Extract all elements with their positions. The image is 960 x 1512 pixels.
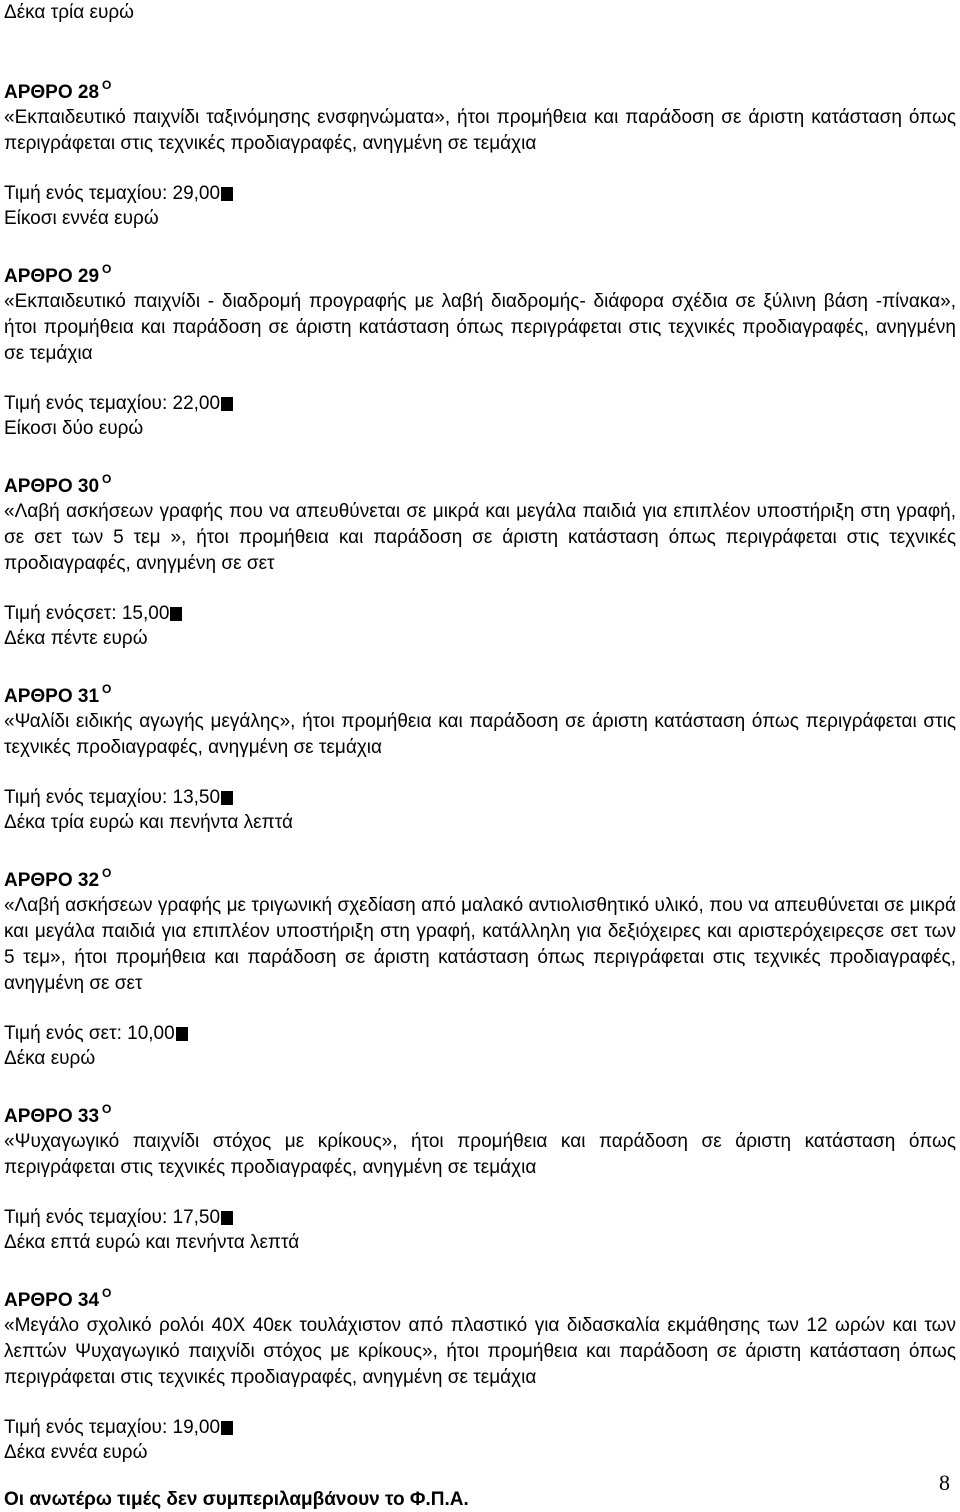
article-price: Τιμή ενός τεμαχίου: 19,00 (4, 1415, 956, 1440)
euro-icon (221, 1211, 233, 1225)
article-heading: ΑΡΘΡΟ 29 $^O$ (4, 262, 112, 287)
article-29 (4, 257, 956, 441)
euro-icon (170, 607, 182, 621)
article-description: «Ψυχαγωγικό παιχνίδι στόχος με κρίκους», ήτοι προμήθεια και παράδοση σε άριστη κατάσταση όπως περιγράφεται στις τεχνικές προδιαγραφές, ανηγμένη σε τεμάχια (4, 1131, 956, 1178)
article-31 (4, 677, 956, 835)
article-heading: ΑΡΘΡΟ 30 $^O$ (4, 472, 112, 497)
page-number: 8 (939, 1470, 950, 1495)
intro-price-words: Δέκα τρία ευρώ (4, 2, 134, 23)
article-heading: ΑΡΘΡΟ 28 $^O$ (4, 78, 112, 103)
article-heading: ΑΡΘΡΟ 32 $^O$ (4, 866, 112, 891)
article-description: «Μεγάλο σχολικό ρολόι 40Χ 40εκ τουλάχιστον από πλαστικό για διδασκαλία εκμάθησης των 12 ωρών και των λεπτών Ψυχαγωγικό παιχνίδι στόχος με κρίκους», ήτοι προμήθεια και παράδοση σε άριστη κατάσταση όπως περιγράφεται στις τεχνικές προδιαγραφές, ανηγμένη σε τεμάχια (4, 1315, 956, 1388)
article-price: Τιμή ενός τεμαχίου: 13,50 (4, 785, 956, 810)
article-description: «Ψαλίδι ειδικής αγωγής μεγάλης», ήτοι προμήθεια και παράδοση σε άριστη κατάσταση όπως περιγράφεται στις τεχνικές προδιαγραφές, ανηγμένη σε τεμάχια (4, 711, 956, 758)
article-price-words: Δέκα ευρώ (4, 1048, 96, 1069)
article-33 (4, 1097, 956, 1255)
euro-icon (221, 187, 233, 201)
article-heading: ΑΡΘΡΟ 34 $^O$ (4, 1286, 112, 1311)
article-price: Τιμή ενός σετ: 10,00 (4, 1021, 956, 1046)
article-price-words: Είκοσι εννέα ευρώ (4, 208, 159, 229)
article-32 (4, 861, 956, 1071)
euro-icon (221, 397, 233, 411)
article-description: «Λαβή ασκήσεων γραφής που να απευθύνεται σε μικρά και μεγάλα παιδιά για επιπλέον υποστήριξη στη γραφή, σε σετ των 5 τεμ », ήτοι προμήθεια και παράδοση σε άριστη κατάσταση όπως περιγράφεται στις τεχνικές προδιαγραφές, ανηγμένη σε σετ (4, 501, 956, 574)
document-page (4, 0, 956, 1512)
euro-icon (176, 1027, 188, 1041)
article-price: Τιμή ενόςσετ: 15,00 (4, 601, 956, 626)
article-description: «Εκπαιδευτικό παιχνίδι ταξινόμησης ενσφηνώματα», ήτοι προμήθεια και παράδοση σε άριστη κατάσταση όπως περιγράφεται στις τεχνικές προδιαγραφές, ανηγμένη σε τεμάχια (4, 107, 956, 154)
euro-icon (221, 791, 233, 805)
article-heading: ΑΡΘΡΟ 31 $^O$ (4, 682, 112, 707)
article-description: «Λαβή ασκήσεων γραφής με τριγωνική σχεδίαση από μαλακό αντιολισθητικό υλικό, που να απευθύνεται σε μικρά και μεγάλα παιδιά για επιπλέον υποστήριξη στη γραφή, κατάλληλη για δεξιόχειρες και αριστερόχειρεςσε σετ των 5 τεμ», ήτοι προμήθεια και παράδοση σε άριστη κατάσταση όπως περιγράφεται στις τεχνικές προδιαγραφές, ανηγμένη σε σετ (4, 895, 956, 994)
euro-icon (221, 1421, 233, 1435)
article-description: «Εκπαιδευτικό παιχνίδι - διαδρομή προγραφής με λαβή διαδρομής- διάφορα σχέδια σε ξύλινη βάση -πίνακα», ήτοι προμήθεια και παράδοση σε άριστη κατάσταση όπως περιγράφεται στις τεχνικές προδιαγραφές, ανηγμένη σε τεμάχια (4, 291, 956, 364)
article-price-words: Δέκα πέντε ευρώ (4, 628, 148, 649)
article-price-words: Δέκα επτά ευρώ και πενήντα λεπτά (4, 1232, 300, 1253)
article-price-words: Δέκα εννέα ευρώ (4, 1442, 148, 1463)
vat-note: Οι ανωτέρω τιμές δεν συμπεριλαμβάνουν το Φ.Π.Α. (4, 1489, 469, 1510)
article-heading: ΑΡΘΡΟ 33 $^O$ (4, 1102, 112, 1127)
article-28 (4, 73, 956, 231)
article-34 (4, 1281, 956, 1465)
article-price: Τιμή ενός τεμαχίου: 22,00 (4, 391, 956, 416)
article-price: Τιμή ενός τεμαχίου: 29,00 (4, 181, 956, 206)
article-price-words: Δέκα τρία ευρώ και πενήντα λεπτά (4, 812, 293, 833)
article-price: Τιμή ενός τεμαχίου: 17,50 (4, 1205, 956, 1230)
article-price-words: Είκοσι δύο ευρώ (4, 418, 144, 439)
article-30 (4, 467, 956, 651)
